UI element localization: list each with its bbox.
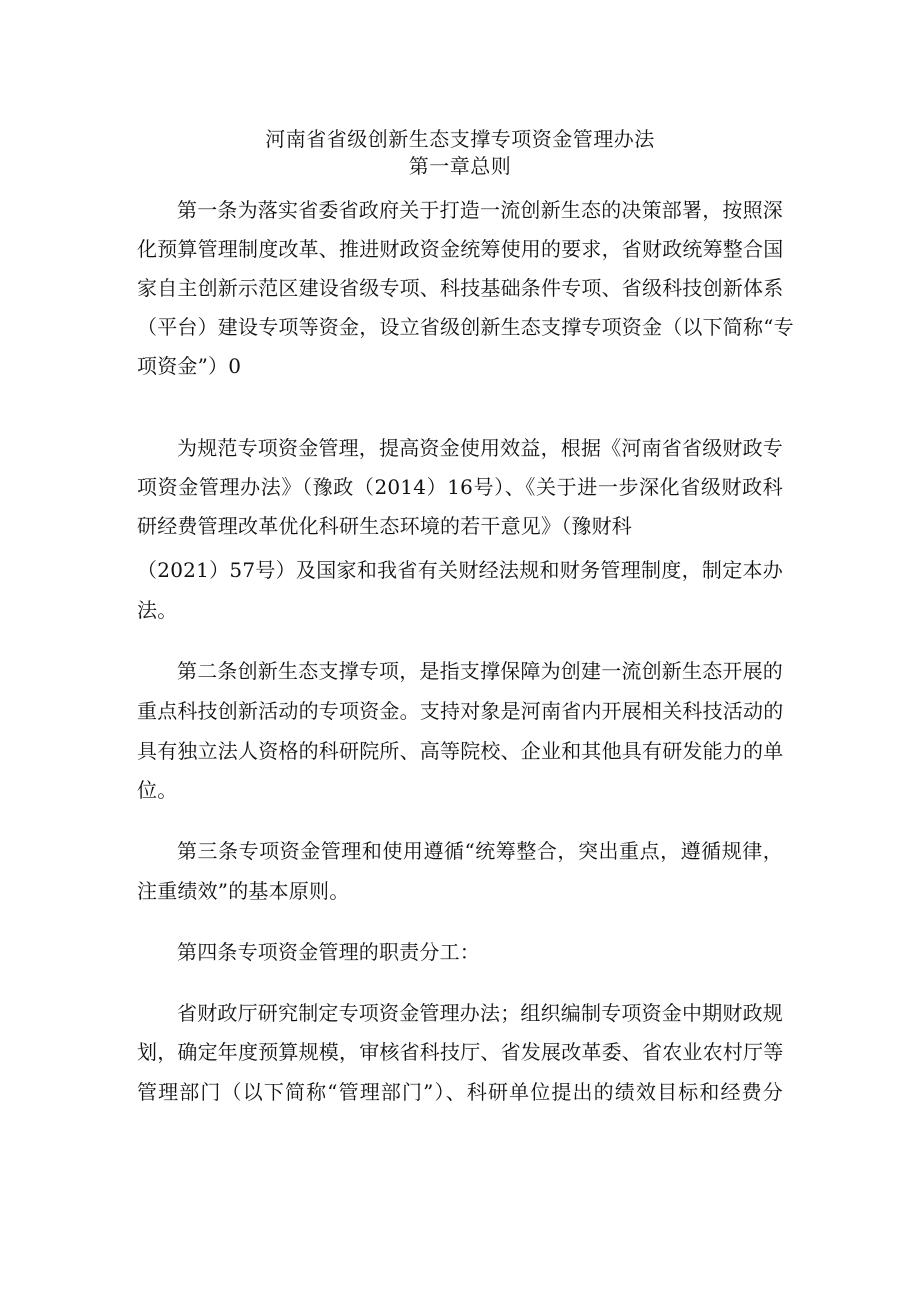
paragraph-line: （2021）57号）及国家和我省有关财经法规和财务管理制度，制定本办 — [137, 558, 783, 582]
paragraph-line: 重点科技创新活动的专项资金。支持对象是河南省内开展相关科技活动的 — [137, 699, 784, 723]
chapter-heading: 第一章总则 — [408, 154, 512, 178]
paragraph-line: 省财政厅研究制定专项资金管理办法；组织编制专项资金中期财政规 — [177, 1001, 783, 1025]
paragraph-line: 第三条专项资金管理和使用遵循“统筹整合，突出重点，遵循规律， — [177, 839, 783, 863]
paragraph-line: 研经费管理改革优化科研生态环境的若干意见》（豫财科 — [137, 514, 632, 538]
paragraph-line: 为规范专项资金管理，提高资金使用效益，根据《河南省省级财政专 — [177, 436, 783, 460]
paragraph-line: 家自主创新示范区建设省级专项、科技基础条件专项、省级科技创新体系 — [137, 276, 784, 300]
paragraph-line: 化预算管理制度改革、推进财政资金统筹使用的要求，省财政统筹整合国 — [137, 237, 784, 261]
document-title: 河南省省级创新生态支撑专项资金管理办法 — [265, 127, 655, 151]
paragraph-line: 注重绩效”的基本原则。 — [137, 879, 350, 903]
paragraph-line: 第四条专项资金管理的职责分工： — [177, 940, 480, 964]
paragraph-line: （平台）建设专项等资金，设立省级创新生态支撑专项资金（以下简称“专 — [137, 315, 794, 339]
paragraph-line: 具有独立法人资格的科研院所、高等院校、企业和其他具有研发能力的单 — [137, 739, 784, 763]
paragraph-line: 项资金”）0 — [137, 354, 242, 378]
paragraph-line: 划，确定年度预算规模，审核省科技厅、省发展改革委、省农业农村厅等 — [137, 1040, 784, 1064]
paragraph-line: 位。 — [137, 778, 178, 802]
paragraph-line: 管理部门（以下简称“管理部门”）、科研单位提出的绩效目标和经费分 — [137, 1080, 783, 1104]
paragraph-line: 项资金管理办法》（豫政（2014）16号）、《关于进一步深化省级财政科 — [137, 475, 783, 499]
paragraph-line: 法。 — [137, 598, 178, 622]
paragraph-line: 第一条为落实省委省政府关于打造一流创新生态的决策部署，按照深 — [177, 198, 783, 222]
paragraph-line: 第二条创新生态支撑专项，是指支撑保障为创建一流创新生态开展的 — [177, 659, 783, 683]
